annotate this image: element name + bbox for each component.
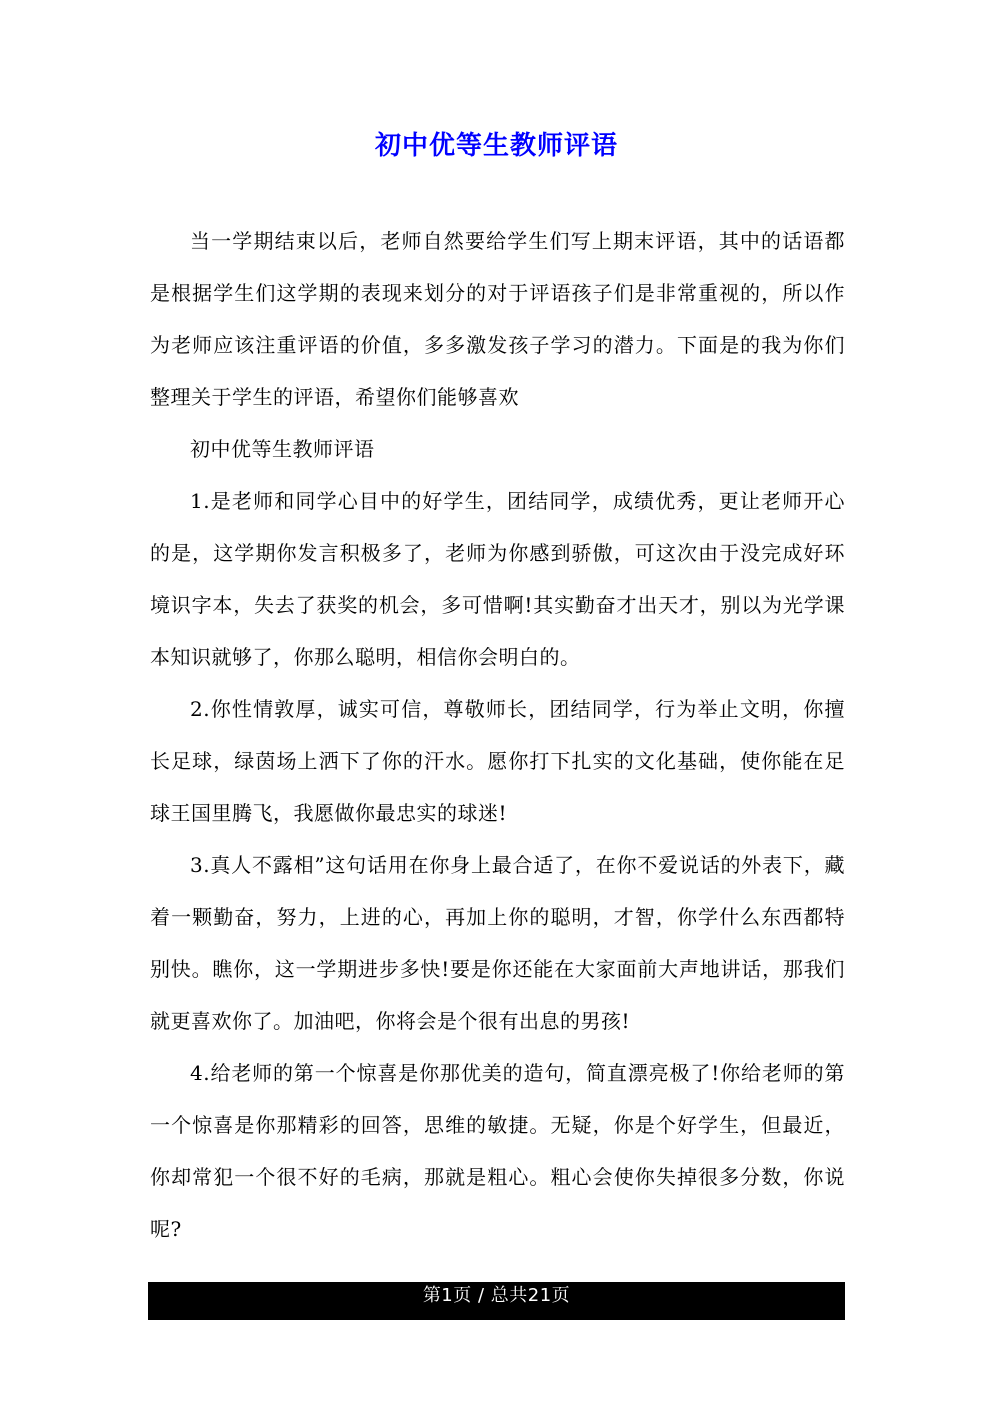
page-footer-bar xyxy=(148,1282,845,1320)
comment-paragraph-1: 1.是老师和同学心目中的好学生，团结同学，成绩优秀，更让老师开心的是，这学期你发言积极多了，老师为你感到骄傲，可这次由于没完成好环境识字本，失去了获奖的机会，多可惜啊!其实勤奋才出天才，别以为光学课本知识就够了，你那么聪明，相信你会明白的。 xyxy=(150,489,845,669)
comment-paragraph-2: 2.你性情敦厚，诚实可信，尊敬师长，团结同学，行为举止文明，你擅长足球，绿茵场上洒下了你的汗水。愿你打下扎实的文化基础，使你能在足球王国里腾飞，我愿做你最忠实的球迷! xyxy=(150,697,845,825)
document-body xyxy=(150,215,845,1255)
document-title: 初中优等生教师评语 xyxy=(374,131,618,161)
page-indicator: 第1页 / 总共21页 xyxy=(422,1285,571,1306)
section-heading: 初中优等生教师评语 xyxy=(190,437,375,461)
intro-paragraph: 当一学期结束以后，老师自然要给学生们写上期末评语，其中的话语都是根据学生们这学期的表现来划分的对于评语孩子们是非常重视的，所以作为老师应该注重评语的价值，多多激发孩子学习的潜力。下面是的我为你们整理关于学生的评语，希望你们能够喜欢 xyxy=(150,229,845,409)
comment-paragraph-3: 3.真人不露相”这句话用在你身上最合适了，在你不爱说话的外表下，藏着一颗勤奋，努力，上进的心，再加上你的聪明，才智，你学什么东西都特别快。瞧你，这一学期进步多快!要是你还能在大家面前大声地讲话，那我们就更喜欢你了。加油吧，你将会是个很有出息的男孩! xyxy=(150,853,845,1033)
comment-paragraph-4: 4.给老师的第一个惊喜是你那优美的造句，简直漂亮极了!你给老师的第一个惊喜是你那精彩的回答，思维的敏捷。无疑，你是个好学生，但最近，你却常犯一个很不好的毛病，那就是粗心。粗心会使你失掉很多分数，你说呢? xyxy=(150,1061,845,1241)
